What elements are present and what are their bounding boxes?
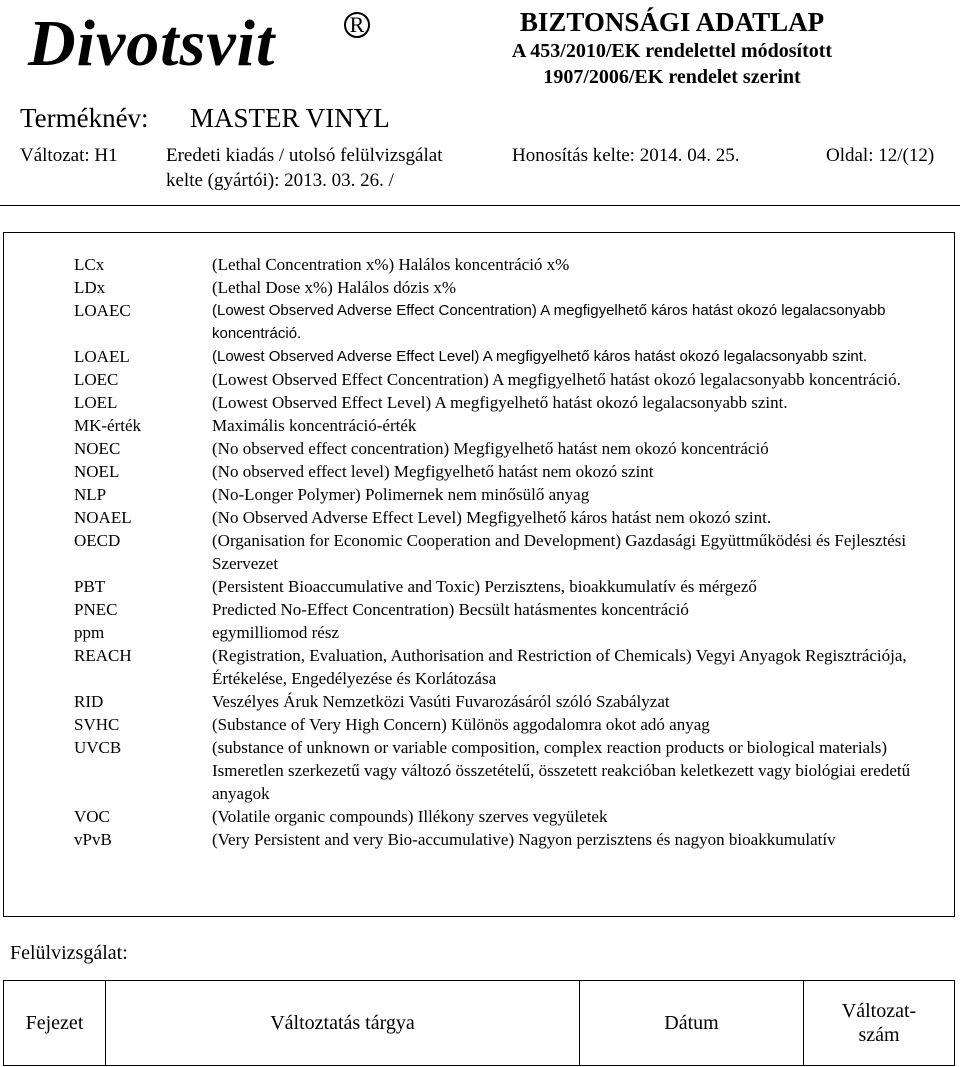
list-item — [74, 414, 944, 437]
abbreviations-list — [74, 253, 944, 851]
abbr-term: RID — [74, 692, 104, 711]
abbr-term: OECD — [74, 531, 121, 550]
abbr-definition: egymilliomod rész — [212, 623, 340, 642]
abbr-term: MK-érték — [74, 416, 142, 435]
list-item — [74, 575, 944, 598]
version: Változat: H1 — [20, 145, 118, 166]
abbr-definition: (Registration, Evaluation, Authorisation and Restriction of Chemicals) Vegyi Anyagok Regisztrációja, Értékelése, Engedélyezése és Korlátozása — [212, 646, 907, 688]
product-label: Terméknév: — [20, 103, 149, 133]
abbr-term: LOEL — [74, 393, 118, 412]
abbr-term: LOAEL — [74, 347, 130, 366]
abbr-definition: Veszélyes Áruk Nemzetközi Vasúti Fuvarozásáról szóló Szabályzat — [212, 692, 670, 711]
revision-label: Felülvizsgálat: — [10, 942, 128, 964]
abbr-term: LCx — [74, 255, 105, 274]
column-header-chapter: Fejezet — [4, 981, 106, 1065]
abbr-term: PBT — [74, 577, 106, 596]
list-item — [74, 529, 944, 575]
list-item — [74, 437, 944, 460]
list-item — [74, 299, 944, 345]
abbr-term: PNEC — [74, 600, 118, 619]
list-item — [74, 621, 944, 644]
abbr-definition: (substance of unknown or variable composition, complex reaction products or biological materials) Ismeretlen szerkezetű vagy változó összetételű, összetett reakcióban keletkezett vagy biológiai eredetű anyagok — [212, 738, 911, 803]
abbr-definition: (Lowest Observed Adverse Effect Level) A megfigyelhető káros hatást okozó legalacsonyabb szint. — [212, 348, 868, 365]
abbr-term: REACH — [74, 646, 132, 665]
registered-mark-icon: R — [344, 12, 370, 38]
list-item — [74, 368, 944, 391]
abbr-term: NOEL — [74, 462, 120, 481]
list-item — [74, 460, 944, 483]
list-item — [74, 391, 944, 414]
abbr-term: LDx — [74, 278, 106, 297]
list-item — [74, 276, 944, 299]
issue-label-line-2: kelte (gyártói): 2013. 03. 26. / — [166, 170, 394, 191]
abbr-term: vPvB — [74, 830, 112, 849]
column-header-version: Változat-szám — [841, 1000, 917, 1046]
list-item — [74, 805, 944, 828]
abbr-definition: (Lowest Observed Effect Concentration) A megfigyelhető hatást okozó legalacsonyabb koncentráció. — [212, 370, 901, 389]
abbr-term: NLP — [74, 485, 107, 504]
abbr-definition: (No observed effect concentration) Megfigyelhető hatást nem okozó koncentráció — [212, 439, 769, 458]
abbr-definition: (Lowest Observed Adverse Effect Concentration) A megfigyelhető káros hatást okozó legalacsonyabb koncentráció. — [212, 302, 886, 342]
abbr-definition: (Very Persistent and very Bio-accumulative) Nagyon perzisztens és nagyon bioakkumulatív — [212, 830, 836, 849]
abbr-term: VOC — [74, 807, 110, 826]
issue-label-line-1: Eredeti kiadás / utolsó felülvizsgálat — [166, 145, 443, 166]
list-item — [74, 690, 944, 713]
document-header — [0, 0, 960, 205]
list-item — [74, 713, 944, 736]
header-divider — [0, 205, 960, 206]
list-item — [74, 253, 944, 276]
list-item — [74, 644, 944, 690]
abbr-definition: (Substance of Very High Concern) Különös aggodalomra okot adó anyag — [212, 715, 710, 734]
company-logo: Divotsvit — [28, 7, 276, 80]
abbr-definition: (No-Longer Polymer) Polimernek nem minősülő anyag — [212, 485, 590, 504]
product-name: MASTER VINYL — [190, 103, 390, 133]
abbr-definition: (Persistent Bioaccumulative and Toxic) Perzisztens, bioakkumulatív és mérgező — [212, 577, 757, 596]
abbr-definition: (Lethal Dose x%) Halálos dózis x% — [212, 278, 457, 297]
column-header-date: Dátum — [580, 981, 804, 1065]
product-row — [20, 98, 390, 138]
page-number: Oldal: 12/(12) — [826, 145, 935, 166]
abbr-definition: Predicted No-Effect Concentration) Becsült hatásmentes koncentráció — [212, 600, 689, 619]
list-item — [74, 598, 944, 621]
column-header-subject: Változtatás tárgya — [106, 981, 580, 1065]
abbr-term: LOAEC — [74, 301, 131, 320]
abbr-definition: (Lowest Observed Effect Level) A megfigyelhető hatást okozó legalacsonyabb szint. — [212, 393, 788, 412]
abbreviations-box — [3, 232, 955, 917]
abbr-term: UVCB — [74, 738, 122, 757]
revision-table — [3, 980, 955, 1066]
abbr-definition: (No observed effect level) Megfigyelhető hatást nem okozó szint — [212, 462, 654, 481]
abbr-definition: (Organisation for Economic Cooperation and Development) Gazdasági Együttműködési és Fejlesztési Szervezet — [212, 531, 907, 573]
abbr-term: ppm — [74, 623, 105, 642]
abbr-term: LOEC — [74, 370, 119, 389]
abbr-definition: Maximális koncentráció-érték — [212, 416, 417, 435]
abbr-term: SVHC — [74, 715, 120, 734]
abbr-definition: (No Observed Adverse Effect Level) Megfigyelhető káros hatást nem okozó szint. — [212, 508, 772, 527]
list-item — [74, 506, 944, 529]
abbr-definition: (Lethal Concentration x%) Halálos koncentráció x% — [212, 255, 570, 274]
title-line-2: A 453/2010/EK rendelettel módosított — [511, 40, 833, 62]
abbr-definition: (Volatile organic compounds) Illékony szerves vegyületek — [212, 807, 608, 826]
document-title — [492, 6, 852, 90]
list-item — [74, 345, 944, 368]
title-line-1: BIZTONSÁGI ADATLAP — [519, 7, 825, 37]
list-item — [74, 483, 944, 506]
list-item — [74, 736, 944, 805]
list-item — [74, 828, 944, 851]
abbr-term: NOEC — [74, 439, 121, 458]
title-line-3: 1907/2006/EK rendelet szerint — [543, 66, 801, 88]
abbr-term: NOAEL — [74, 508, 132, 527]
validation-date: Honosítás kelte: 2014. 04. 25. — [512, 145, 740, 166]
